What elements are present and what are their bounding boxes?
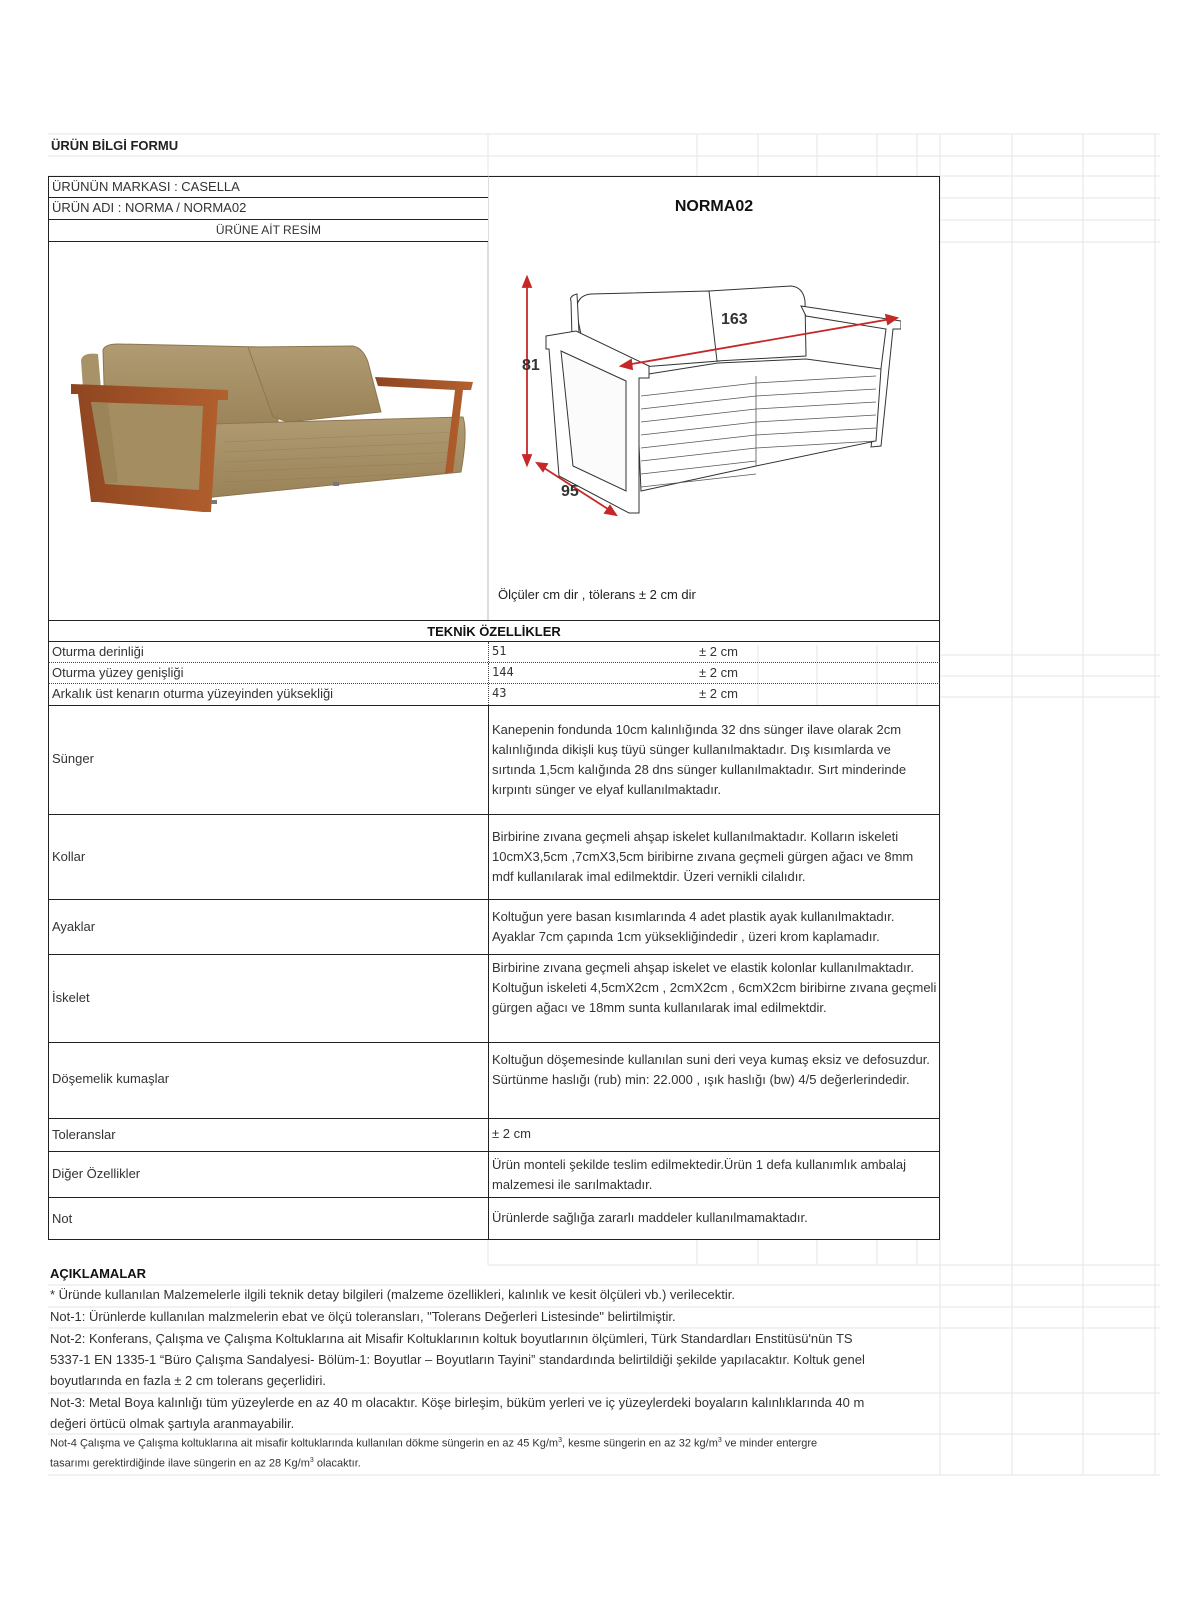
image-caption-cell	[48, 220, 488, 242]
name-line: ÜRÜN ADI : NORMA / NORMA02	[52, 200, 247, 215]
measure-row	[48, 684, 940, 706]
spec-row-iskelet	[48, 955, 940, 1043]
depth-dimension: 95	[561, 483, 579, 500]
superscript: 3	[717, 1437, 722, 1444]
spec-text: Birbirine zıvana geçmeli ahşap iskelet ve elastik kolonlar kullanılmaktadır. Koltuğun iskeleti 4,5cmX2cm , 2cmX2cm , 6cmX2cm biribirne zıvana geçmeli gürgen ağacı ve 18mm sunta kullanılarak imal edilmektdir.	[492, 960, 937, 1015]
spec-label: İskelet	[52, 990, 90, 1005]
spec-row-not	[48, 1198, 940, 1240]
brand-line: ÜRÜNÜN MARKASI : CASELLA	[52, 179, 240, 194]
note-4-part: , kesme süngerin en az 32 kg/m	[561, 1437, 718, 1450]
photo-cell	[48, 242, 488, 620]
spec-text: ± 2 cm	[492, 1126, 531, 1141]
measure-label: Oturma derinliği	[52, 644, 144, 659]
measure-tolerance: ± 2 cm	[699, 665, 738, 680]
spec-text: Koltuğun döşemesinde kullanılan suni deri veya kumaş eksiz ve defosuzdur. Sürtünme haslığı (rub) min: 22.000 , ışık haslığı (bw) 4/5 değerlerindedir.	[492, 1052, 930, 1087]
notes-title: AÇIKLAMALAR	[50, 1266, 147, 1281]
spec-text: Kanepenin fondunda 10cm kalınlığında 32 dns sünger ilave olarak 2cm kalınlığında dikişli kuş tüyü sünger kullanılmaktadır. Dış kısımlarda ve sırtında 1,5cm kalığında 28 dns sünger kullanılmaktadır. Sırt minderinde kırpıntı sünger ve elyaf kullanılmaktadır.	[492, 722, 907, 797]
spec-row-kollar	[48, 815, 940, 900]
measure-value: 144	[492, 665, 514, 679]
note-4-part: ve minder entergre	[721, 1437, 818, 1450]
measure-label: Oturma yüzey genişliği	[52, 665, 184, 680]
width-dimension: 163	[721, 311, 748, 328]
spec-label: Diğer Özellikler	[52, 1166, 141, 1181]
spec-label: Not	[52, 1211, 73, 1226]
form-title: ÜRÜN BİLGİ FORMU	[51, 138, 179, 153]
measure-tolerance: ± 2 cm	[699, 686, 738, 701]
spec-label: Döşemelik kumaşlar	[52, 1071, 170, 1086]
measure-value: 43	[492, 686, 507, 700]
spec-label: Kollar	[52, 849, 86, 864]
name-cell	[48, 198, 488, 220]
note-4-line-1	[50, 1437, 817, 1450]
superscript: 3	[558, 1437, 562, 1444]
note-3-line-2: değeri örtücü olmak şartıyla aranmayabilir.	[50, 1416, 295, 1431]
spec-text: Ürün monteli şekilde teslim edilmektedir.Ürün 1 defa kullanımlık ambalaj malzemesi ile sarılmaktadır.	[492, 1157, 907, 1192]
note-2-line-1: Not-2: Konferans, Çalışma ve Çalışma Koltuklarına ait Misafir Koltuklarının koltuk boyutlarının ölçümleri, Türk Standardları Enstitüsü'nün TS	[50, 1331, 853, 1346]
note-2-line-3: boyutlarında en fazla ± 2 cm tolerans geçerlidiri.	[50, 1373, 326, 1388]
superscript: 3	[309, 1457, 314, 1464]
note-2-line-2: 5337-1 EN 1335-1 “Büro Çalışma Sandalyesi- Bölüm-1: Boyutlar – Boyutların Tayini” standardında belirtildiği şekilde yapılacaktır. Koltuk genel	[50, 1352, 865, 1367]
height-dimension: 81	[522, 357, 540, 374]
drawing-note: Ölçüler cm dir , tölerans ± 2 cm dir	[498, 587, 696, 602]
sofa-photo	[63, 322, 483, 522]
measure-row	[48, 663, 940, 684]
measure-value: 51	[492, 644, 507, 658]
spec-text: Koltuğun yere basan kısımlarında 4 adet plastik ayak kullanılmaktadır. Ayaklar 7cm çapında 1cm yüksekliğindedir , üzeri krom kaplamadır.	[492, 909, 895, 944]
spec-label: Toleranslar	[52, 1127, 116, 1142]
specs-header: TEKNİK ÖZELLİKLER	[427, 624, 561, 639]
note-4-part: tasarımı gerektirdiğinde ilave süngerin en az 28 Kg/m	[50, 1457, 310, 1470]
measure-label: Arkalık üst kenarın oturma yüzeyinden yüksekliği	[52, 686, 334, 701]
note-star: * Üründe kullanılan Malzemelerle ilgili teknik detay bilgileri (malzeme özellikleri, kalınlık ve kesit ölçüleri vb.) verilecektir.	[50, 1287, 735, 1302]
image-caption: ÜRÜNE AİT RESİM	[215, 223, 322, 237]
spec-label: Ayaklar	[52, 919, 96, 934]
note-4-line-2	[50, 1457, 361, 1470]
spec-text: Ürünlerde sağlığa zararlı maddeler kullanılmamaktadır.	[492, 1210, 808, 1225]
note-1: Not-1: Ürünlerde kullanılan malzmelerin ebat ve ölçü toleransları, "Tolerans Değerleri Listesinde" belirtilmiştir.	[50, 1309, 676, 1324]
spec-text: Birbirine zıvana geçmeli ahşap iskelet kullanılmaktadır. Kolların iskeleti 10cmX3,5cm ,7cmX3,5cm biribirne zıvana geçmeli gürgen ağacı ve 8mm mdf kullanılarak imal edilmektdir. Üzeri vernikli cilalıdır.	[492, 829, 914, 884]
measure-tolerance: ± 2 cm	[699, 644, 738, 659]
spec-row-ayaklar	[48, 900, 940, 955]
note-4-part: Not-4 Çalışma ve Çalışma koltuklarına ait misafir koltuklarında kullanılan dökme süngerin en az 45 Kg/m	[50, 1437, 559, 1450]
dimension-drawing	[481, 261, 901, 521]
spec-row-dosemelik	[48, 1043, 940, 1119]
brand-cell	[48, 176, 488, 198]
note-4-part: olacaktır.	[313, 1457, 361, 1470]
spec-label: Sünger	[52, 751, 94, 766]
drawing-title: NORMA02	[674, 198, 754, 215]
spec-row-sunger	[48, 706, 940, 815]
note-3-line-1: Not-3: Metal Boya kalınlığı tüm yüzeylerde en az 40 m olacaktır. Köşe birleşim, büküm yerleri ve iç yüzeylerdeki boyaların kalınlıklarında 40 m	[50, 1395, 865, 1410]
drawing-cell	[488, 176, 940, 620]
measure-row	[48, 642, 940, 663]
spec-row-diger	[48, 1152, 940, 1198]
spec-row-toleranslar	[48, 1119, 940, 1152]
specs-header-cell	[48, 620, 940, 642]
